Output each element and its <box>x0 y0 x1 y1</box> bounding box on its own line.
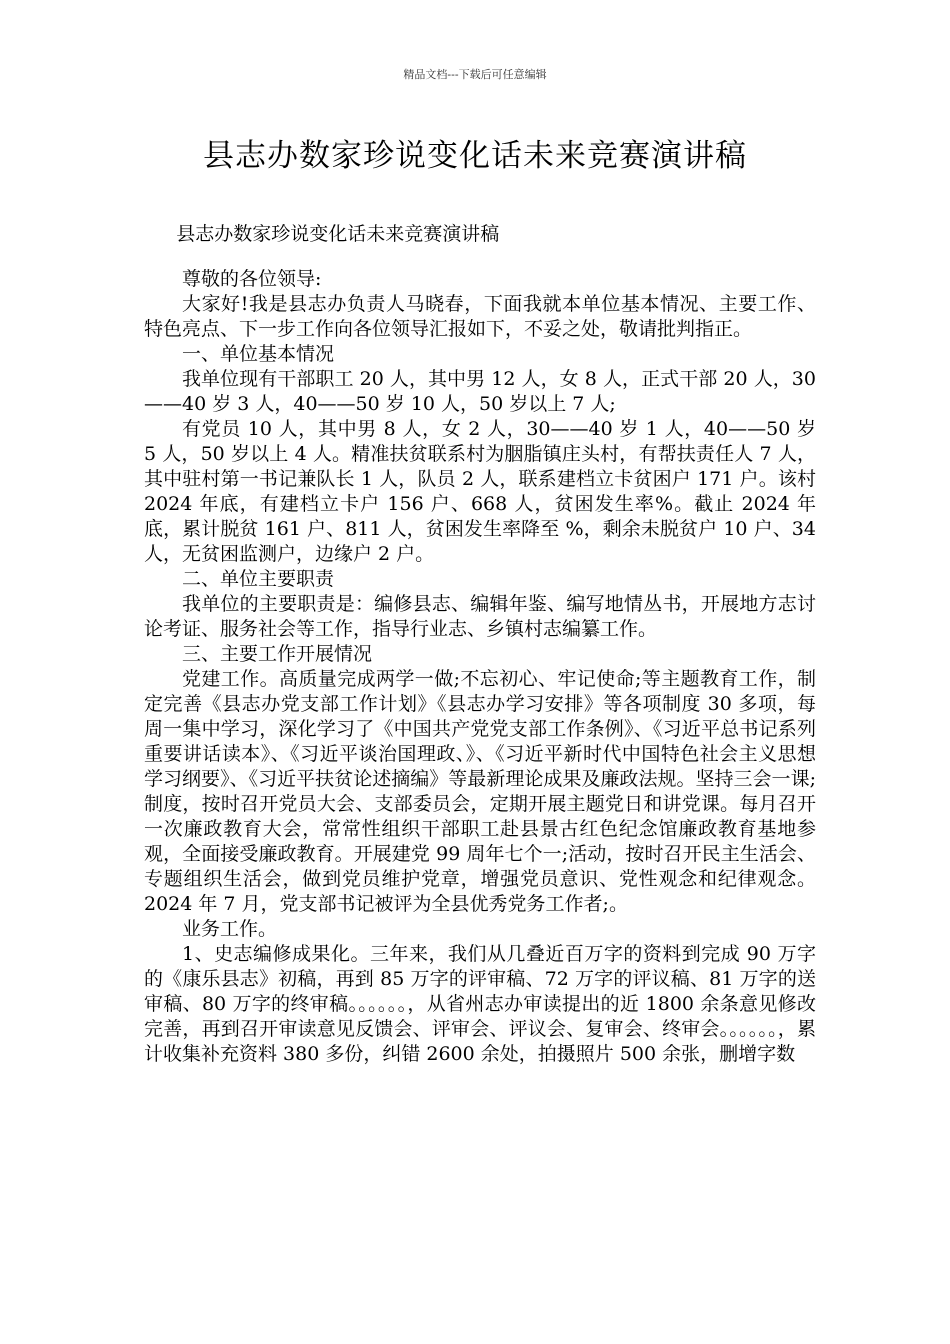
salutation: 尊敬的各位领导: <box>182 268 322 290</box>
page-header-note: 精品文档---下载后可任意编辑 <box>403 68 547 81</box>
paragraph: 1、史志编修成果化。三年来，我们从几叠近百万字的资料到完成 90 万字的《康乐县志》初稿，再到 85 万字的评审稿、72 万字的评议稿、81 万字的送审稿、80 万字的终审稿。。。。。。，从省州志办审读提出的近 1800 余条意见修改完善，再到召开审读意见反馈会、评审会、评议会、复审会、终审会。。。。。。，累计收集补充资料 380 多份，纠错 2600 余处，拍摄照片 500 余张，删增字数 <box>144 943 816 1065</box>
document-body <box>144 222 816 1067</box>
section-heading: 一、单位基本情况 <box>182 343 335 365</box>
paragraph: 大家好!我是县志办负责人马晓春，下面我就本单位基本情况、主要工作、特色亮点、下一步工作向各位领导汇报如下，不妥之处，敬请批判指正。 <box>144 293 816 340</box>
paragraph: 我单位现有干部职工 20 人，其中男 12 人，女 8 人，正式干部 20 人，30——40 岁 3 人，40——50 岁 10 人，50 岁以上 7 人; <box>144 368 816 415</box>
section-heading: 二、单位主要职责 <box>182 568 335 590</box>
paragraph: 我单位的主要职责是：编修县志、编辑年鉴、编写地情丛书，开展地方志讨论考证、服务社会等工作，指导行业志、乡镇村志编纂工作。 <box>144 593 816 640</box>
document-title: 县志办数家珍说变化话未来竞赛演讲稿 <box>203 138 747 174</box>
section-heading: 三、主要工作开展情况 <box>182 643 373 665</box>
body-subtitle: 县志办数家珍说变化话未来竞赛演讲稿 <box>176 223 500 245</box>
paragraph: 业务工作。 <box>182 918 278 940</box>
paragraph: 党建工作。高质量完成两学一做;不忘初心、牢记使命;等主题教育工作，制定完善《县志办党支部工作计划》《县志办学习安排》等各项制度 30 多项，每周一集中学习，深化学习了《中国共产党党支部工作条例》、《习近平总书记系列重要讲话读本》、《习近平谈治国理政、》、《习近平新时代中国特色社会主义思想学习纲要》、《习近平扶贫论述摘编》等最新理论成果及廉政法规。坚持三会一课;制度，按时召开党员大会、支部委员会，定期开展主题党日和讲党课。每月召开一次廉政教育大会，常常性组织干部职工赴县景古红色纪念馆廉政教育基地参观，全面接受廉政教育。开展建党 99 周年七个一;活动，按时召开民主生活会、专题组织生活会，做到党员维护党章，增强党员意识、党性观念和纪律观念。2024 年 7 月，党支部书记被评为全县优秀党务工作者;。 <box>144 668 816 915</box>
paragraph: 有党员 10 人，其中男 8 人，女 2 人，30——40 岁 1 人，40——50 岁 5 人，50 岁以上 4 人。精准扶贫联系村为胭脂镇庄头村，有帮扶责任人 7 人，其中驻村第一书记兼队长 1 人，队员 2 人，联系建档立卡贫困户 171 户。该村 2024 年底，有建档立卡户 156 户、668 人，贫困发生率%。截止 2024 年底，累计脱贫 161 户、811 人，贫困发生率降至 %，剩余未脱贫户 10 户、34 人，无贫困监测户，边缘户 2 户。 <box>144 418 816 565</box>
